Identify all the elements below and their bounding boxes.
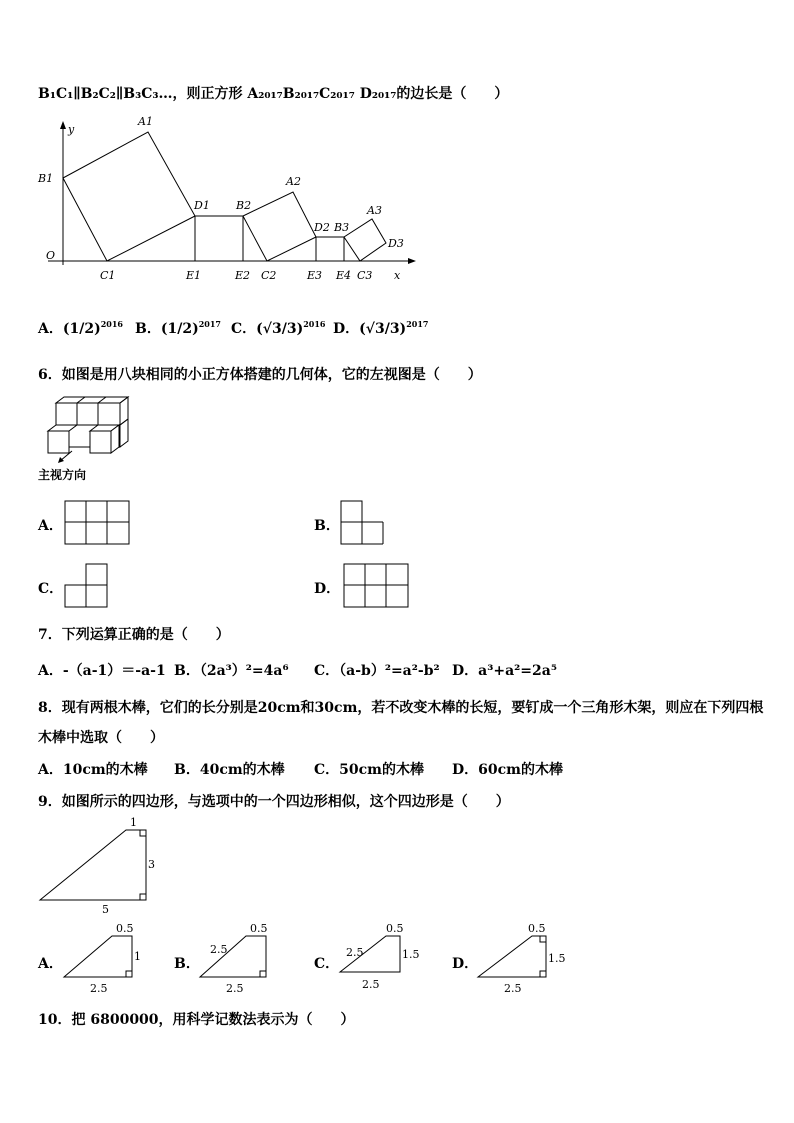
q6-option-a-grid[interactable] bbox=[64, 500, 134, 550]
q9-option-c-label[interactable]: C． bbox=[314, 956, 340, 972]
q9-d-right: 1.5 bbox=[548, 952, 566, 965]
q9-c-bottom: 2.5 bbox=[362, 978, 380, 991]
q9-main-figure bbox=[36, 814, 166, 914]
label-d3: D3 bbox=[388, 237, 404, 250]
q6-stem: 6．如图是用八块相同的小正方体搭建的几何体，它的左视图是（ ） bbox=[38, 367, 482, 383]
q9-option-a-figure[interactable] bbox=[60, 922, 150, 995]
q9-main-top: 1 bbox=[130, 816, 137, 829]
q5-option-c[interactable]: C．$(√3/3)^{2016}$ bbox=[231, 319, 326, 337]
q6-option-c-label[interactable]: C． bbox=[38, 581, 64, 597]
q6-option-a-label[interactable]: A． bbox=[38, 518, 63, 534]
q8-option-b[interactable]: B．40cm的木棒 bbox=[174, 762, 285, 778]
q8-stem-line1: 8．现有两根木棒，它们的长分别是20cm和30cm，若不改变木棒的长短，要钉成一个三角形木架，则应在下列四根 bbox=[38, 700, 764, 716]
q8-option-c[interactable]: C．50cm的木棒 bbox=[314, 762, 424, 778]
label-e3: E3 bbox=[307, 269, 323, 282]
label-e1: E1 bbox=[186, 269, 202, 282]
label-c3: C3 bbox=[357, 269, 373, 282]
q8-stem-line2: 木棒中选取（ ） bbox=[38, 730, 164, 746]
square-2 bbox=[243, 192, 316, 261]
q9-b-top: 0.5 bbox=[250, 922, 268, 935]
q7-option-a[interactable]: A．-（a-1）＝-a-1 bbox=[38, 663, 166, 679]
q6-option-d-grid[interactable] bbox=[343, 563, 413, 613]
label-b1: B1 bbox=[38, 172, 54, 185]
q9-d-top: 0.5 bbox=[528, 922, 546, 935]
q5-figure bbox=[30, 115, 450, 305]
q9-c-left: 2.5 bbox=[346, 946, 364, 959]
q7-option-c[interactable]: C．（a-b）²=a²-b² bbox=[314, 663, 440, 679]
q9-option-b-figure[interactable] bbox=[196, 922, 286, 995]
q9-main-bottom: 5 bbox=[102, 903, 109, 916]
q9-main-right: 3 bbox=[148, 858, 155, 871]
label-o: O bbox=[46, 249, 56, 262]
label-d2: D2 bbox=[314, 221, 330, 234]
q6-figure bbox=[44, 395, 154, 465]
label-d1: D1 bbox=[194, 199, 210, 212]
label-a3: A3 bbox=[367, 204, 382, 217]
square-1 bbox=[63, 132, 195, 261]
q9-option-d-figure[interactable] bbox=[474, 922, 574, 995]
q9-b-bottom: 2.5 bbox=[226, 982, 244, 995]
q6-option-b-grid[interactable] bbox=[340, 500, 390, 550]
label-e4: E4 bbox=[336, 269, 352, 282]
q9-option-c-figure[interactable] bbox=[336, 922, 436, 992]
q9-option-d-label[interactable]: D． bbox=[452, 956, 479, 972]
label-b3: B3 bbox=[334, 221, 350, 234]
q9-a-bottom: 2.5 bbox=[90, 982, 108, 995]
q5-option-a[interactable]: A．$(1/2)^{2016}$ bbox=[38, 319, 123, 337]
q9-c-right: 1.5 bbox=[402, 948, 420, 961]
square-3 bbox=[344, 219, 386, 261]
q5-stem: B₁C₁∥B₂C₂∥B₃C₃…，则正方形 A₂₀₁₇B₂₀₁₇C₂₀₁₇ D₂₀₁₇的边长是（ ） bbox=[38, 86, 509, 102]
square-e1 bbox=[195, 216, 243, 261]
q6-option-b-label[interactable]: B． bbox=[314, 518, 340, 534]
square-e3 bbox=[316, 237, 344, 261]
x-arrow bbox=[408, 258, 416, 264]
q9-option-b-label[interactable]: B． bbox=[174, 956, 200, 972]
label-a2: A2 bbox=[286, 175, 301, 188]
label-e2: E2 bbox=[235, 269, 251, 282]
q6-option-c-grid[interactable] bbox=[64, 563, 114, 613]
y-arrow bbox=[60, 121, 66, 129]
q7-option-b[interactable]: B．（2a³）²=4a⁶ bbox=[174, 663, 289, 679]
q6-caption: 主视方向 bbox=[38, 468, 87, 482]
label-c1: C1 bbox=[100, 269, 116, 282]
label-y: y bbox=[68, 123, 75, 136]
q5-option-d[interactable]: D．$(√3/3)^{2017}$ bbox=[333, 319, 429, 337]
q9-b-left: 2.5 bbox=[210, 943, 228, 956]
q8-option-a[interactable]: A．10cm的木棒 bbox=[38, 762, 148, 778]
q8-option-d[interactable]: D．60cm的木棒 bbox=[452, 762, 563, 778]
label-c2: C2 bbox=[261, 269, 277, 282]
label-b2: B2 bbox=[236, 199, 252, 212]
q5-option-b[interactable]: B．$(1/2)^{2017}$ bbox=[135, 319, 221, 337]
q9-a-right: 1 bbox=[134, 950, 141, 963]
q9-c-top: 0.5 bbox=[386, 922, 404, 935]
q9-option-a-label[interactable]: A． bbox=[38, 956, 63, 972]
label-x: x bbox=[394, 269, 401, 282]
q10-stem: 10．把 6800000，用科学记数法表示为（ ） bbox=[38, 1012, 355, 1028]
q7-stem: 7．下列运算正确的是（ ） bbox=[38, 627, 230, 643]
q6-option-d-label[interactable]: D． bbox=[314, 581, 341, 597]
q9-d-bottom: 2.5 bbox=[504, 982, 522, 995]
q9-stem: 9．如图所示的四边形，与选项中的一个四边形相似，这个四边形是（ ） bbox=[38, 794, 510, 810]
q9-a-top: 0.5 bbox=[116, 922, 134, 935]
q7-option-d[interactable]: D．a³+a²=2a⁵ bbox=[452, 663, 557, 679]
label-a1: A1 bbox=[138, 115, 153, 128]
